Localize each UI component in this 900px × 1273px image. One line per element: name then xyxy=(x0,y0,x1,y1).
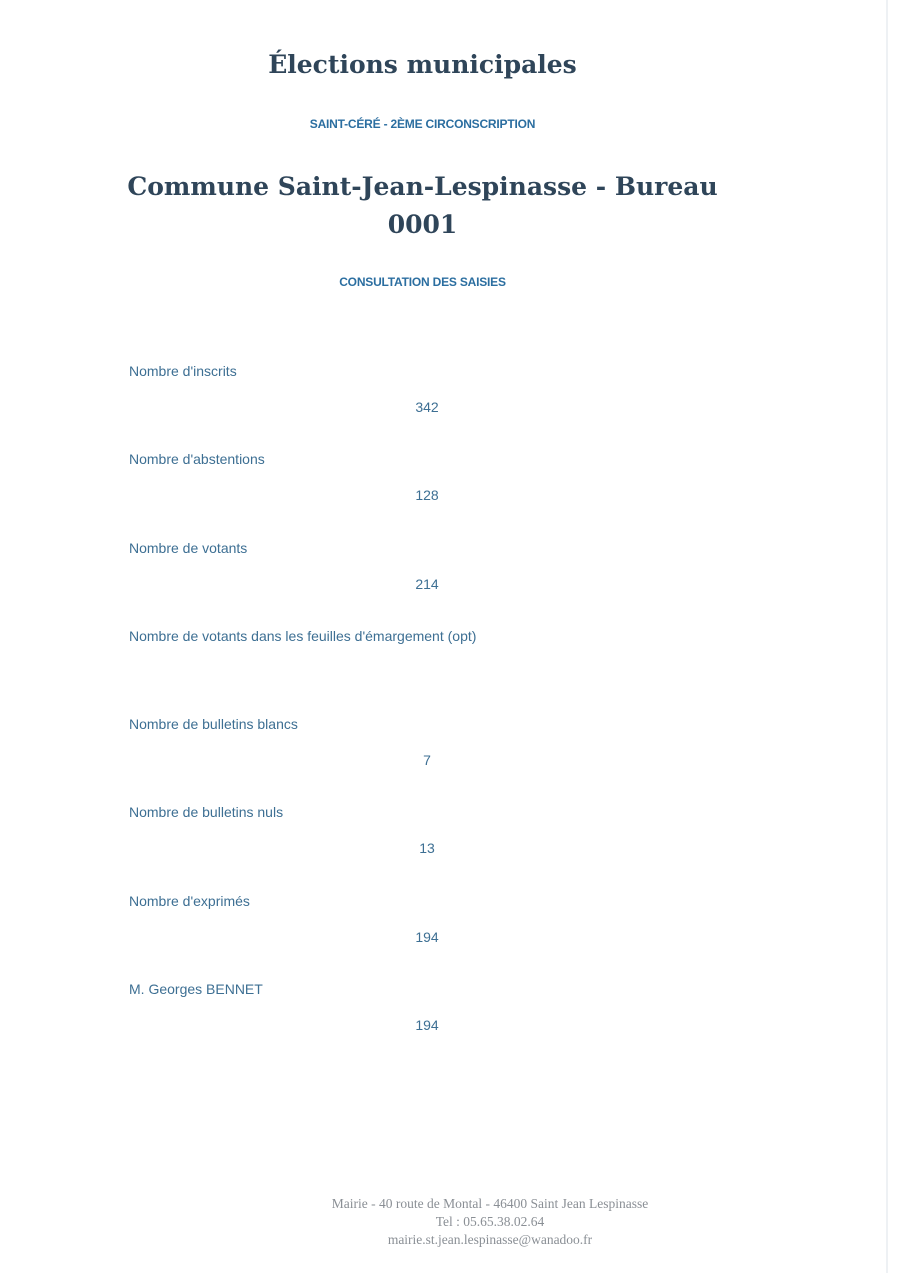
result-value: 214 xyxy=(415,575,439,592)
footer-email: mairie.st.jean.lespinasse@wanadoo.fr xyxy=(387,1232,593,1247)
result-row-inscrits xyxy=(0,363,886,451)
page-edge xyxy=(886,0,888,1273)
result-label: Nombre d'abstentions xyxy=(129,451,265,468)
result-label: Nombre d'inscrits xyxy=(129,363,237,379)
result-row-votants xyxy=(0,540,886,628)
result-row-blancs xyxy=(0,716,886,804)
footer-address: Mairie - 40 route de Montal - 46400 Saint Jean Lespinasse xyxy=(331,1196,649,1211)
result-value: 342 xyxy=(415,399,439,415)
footer xyxy=(0,1195,900,1249)
circonscription-subtitle: SAINT-CÉRÉ - 2ÈME CIRCONSCRIPTION xyxy=(309,117,536,131)
commune-title: Commune Saint-Jean-Lespinasse - Bureau 0001 xyxy=(127,172,718,239)
result-row-nuls xyxy=(0,804,886,892)
result-row-emargement xyxy=(0,628,886,716)
result-value: 194 xyxy=(415,928,439,945)
result-row-abstentions xyxy=(0,451,886,539)
footer-phone: Tel : 05.65.38.02.64 xyxy=(435,1214,545,1229)
result-label: Nombre de bulletins nuls xyxy=(129,804,284,821)
result-label: Nombre de votants xyxy=(129,539,248,556)
result-label: M. Georges BENNET xyxy=(129,981,263,998)
result-value: 13 xyxy=(419,840,435,857)
result-value: 128 xyxy=(415,487,439,504)
result-label: Nombre de votants dans les feuilles d'émargement (opt) xyxy=(129,627,477,644)
result-row-candidate xyxy=(0,981,886,1069)
result-row-exprimes xyxy=(0,893,886,981)
result-value: 7 xyxy=(423,752,431,769)
section-heading: CONSULTATION DES SAISIES xyxy=(339,275,506,289)
results-list xyxy=(0,363,886,1069)
result-label: Nombre d'exprimés xyxy=(129,892,250,909)
page-title: Élections municipales xyxy=(268,50,577,79)
result-label: Nombre de bulletins blancs xyxy=(129,716,298,733)
result-value: 194 xyxy=(415,1017,439,1034)
